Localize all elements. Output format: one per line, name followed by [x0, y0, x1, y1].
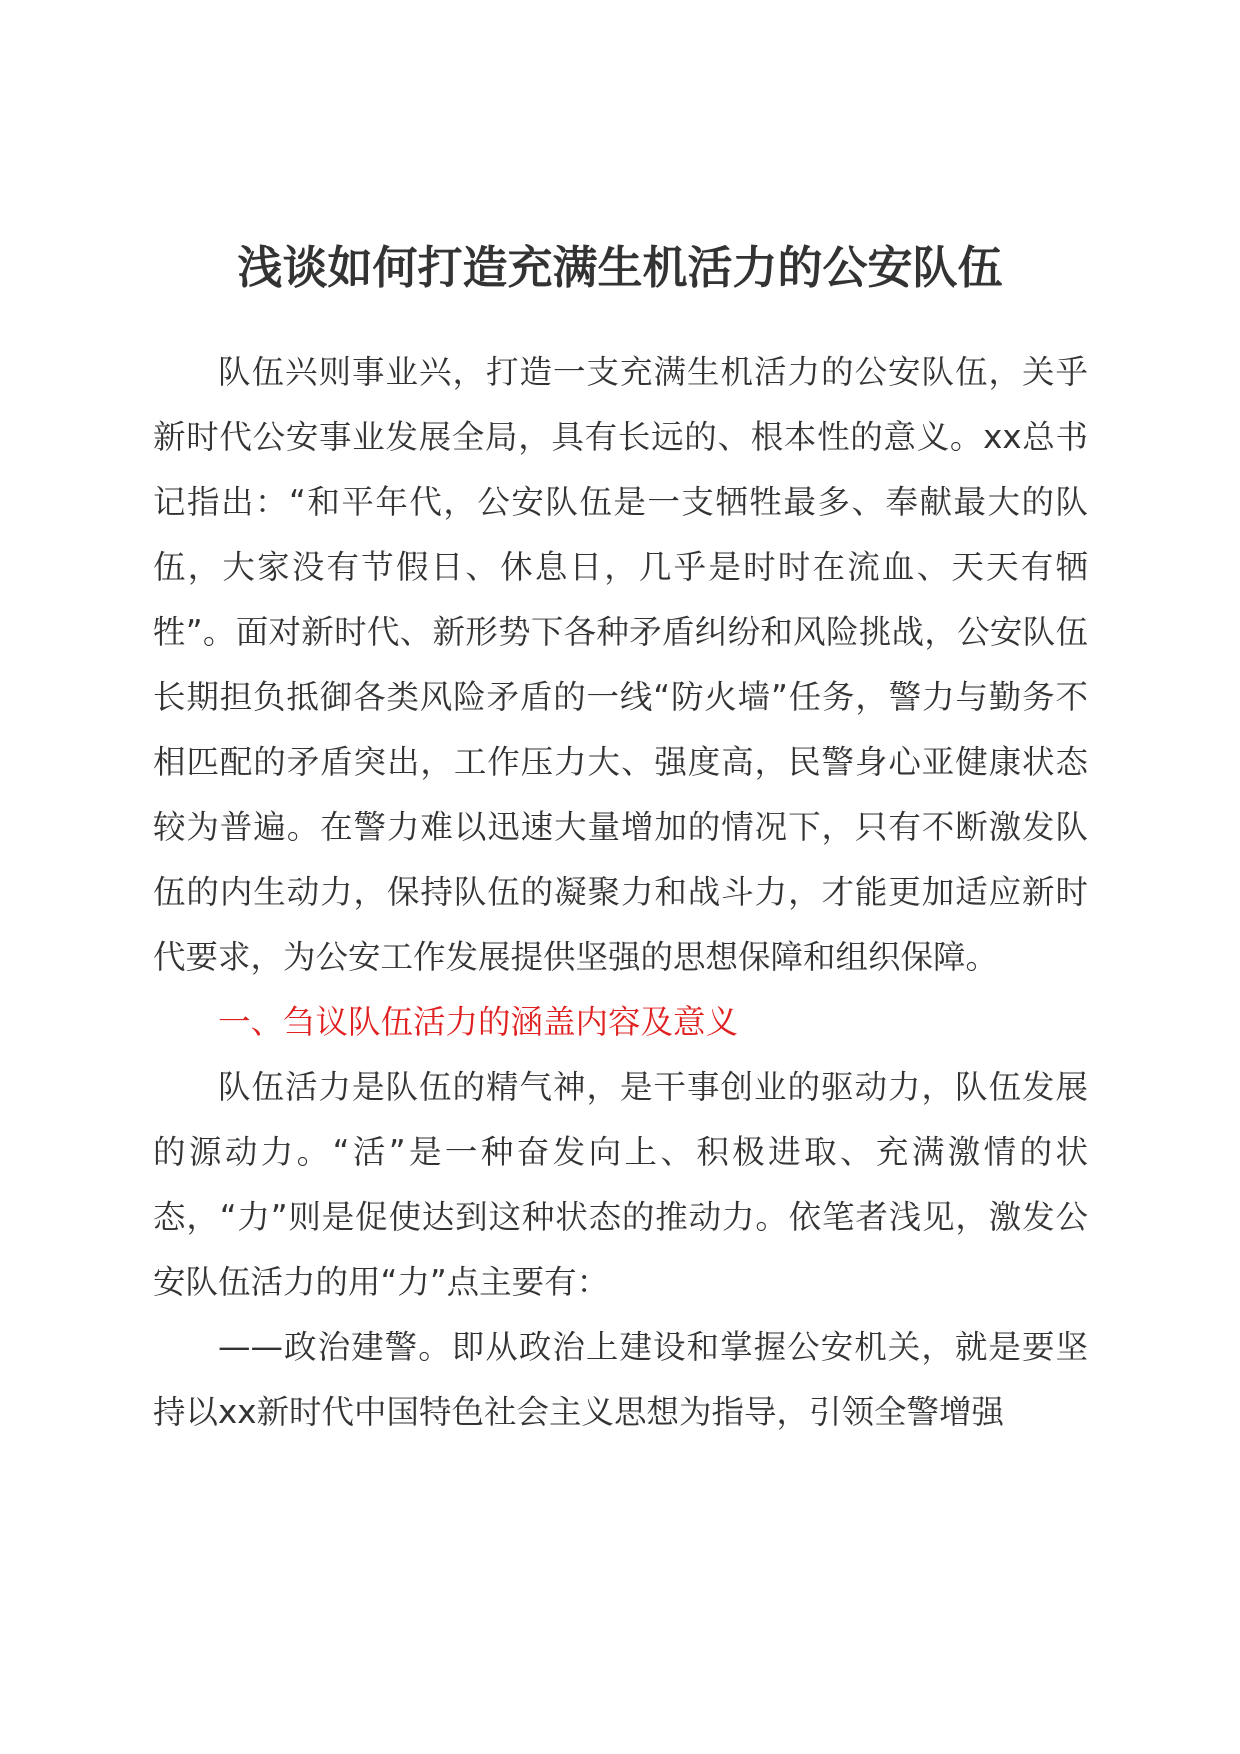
intro-paragraph: 队伍兴则事业兴，打造一支充满生机活力的公安队伍，关乎新时代公安事业发展全局，具有长远的、根本性的意义。xx总书记指出：“和平年代，公安队伍是一支牺牲最多、奉献最大的队伍，大家没有节假日、休息日，几乎是时时在流血、天天有牺牲”。面对新时代、新形势下各种矛盾纠纷和风险挑战，公安队伍长期担负抵御各类风险矛盾的一线“防火墙”任务，警力与勤务不相匹配的矛盾突出，工作压力大、强度高，民警身心亚健康状态较为普遍。在警力难以迅速大量增加的情况下，只有不断激发队伍的内生动力，保持队伍的凝聚力和战斗力，才能更加适应新时代要求，为公安工作发展提供坚强的思想保障和组织保障。 [153, 353, 1088, 976]
document-body [153, 340, 1088, 1445]
political-construction-paragraph: ——政治建警。即从政治上建设和掌握公安机关，就是要坚持以xx新时代中国特色社会主义思想为指导，引领全警增强 [153, 1328, 1088, 1431]
document-title: 浅谈如何打造充满生机活力的公安队伍 [237, 241, 1003, 294]
section-paragraph: 队伍活力是队伍的精气神，是干事创业的驱动力，队伍发展的源动力。“活”是一种奋发向上、积极进取、充满激情的状态，“力”则是促使达到这种状态的推动力。依笔者浅见，激发公安队伍活力的用“力”点主要有： [153, 1068, 1088, 1301]
section-heading: 一、刍议队伍活力的涵盖内容及意义 [218, 1003, 739, 1041]
